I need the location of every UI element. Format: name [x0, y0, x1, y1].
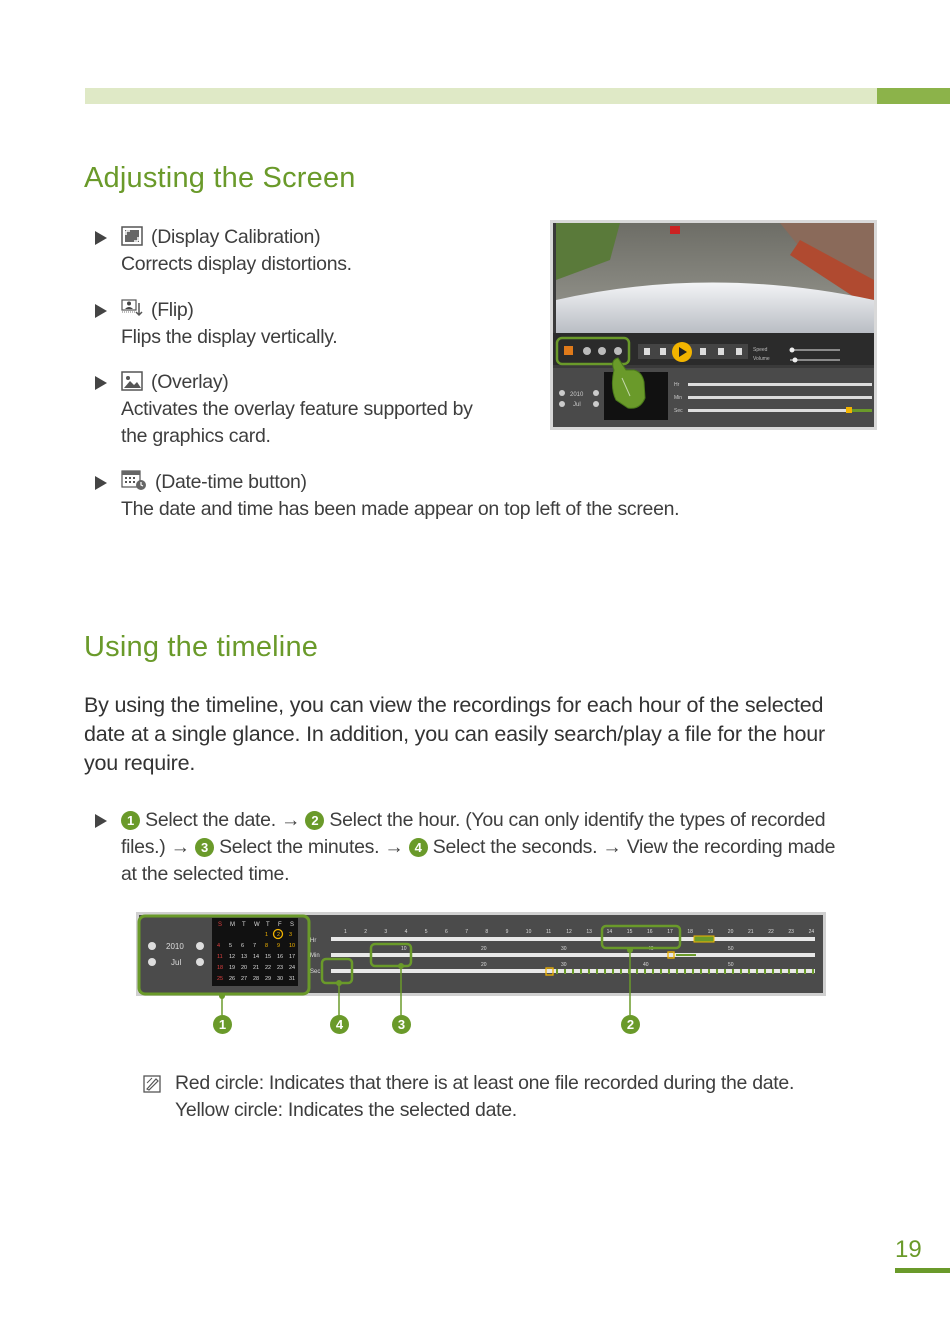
flip-icon [121, 299, 143, 319]
speed-label: Speed [753, 347, 768, 353]
svg-text:20: 20 [481, 946, 487, 952]
sec-tick [732, 969, 734, 974]
calendar-day[interactable]: 13 [241, 954, 248, 960]
svg-text:50: 50 [728, 946, 734, 952]
calendar-day[interactable]: 11 [217, 954, 223, 960]
calendar-day[interactable]: 23 [277, 965, 284, 971]
section-title-adjusting: Adjusting the Screen [84, 162, 356, 194]
sec-tick [564, 969, 566, 974]
calendar-day[interactable]: 5 [229, 943, 233, 949]
hour-label[interactable]: 14 [606, 929, 613, 935]
display-calibration-icon [121, 226, 143, 246]
calendar-weekday: S [218, 922, 223, 928]
step-2-text-cont: files.) [121, 836, 166, 858]
calendar-weekday: M [230, 922, 235, 928]
bullet-icon [95, 304, 107, 318]
timeline-intro-line-2: date at a single glance. In addition, you can easily search/play a file for the hour [84, 722, 825, 746]
calendar-day[interactable]: 19 [229, 965, 236, 971]
sec-tick [660, 969, 662, 974]
calendar-day[interactable]: 30 [277, 976, 284, 982]
callout-4: 4 [330, 1015, 349, 1034]
note-line-1: Red circle: Indicates that there is at least one file recorded during the date. [175, 1072, 795, 1094]
header-bar [85, 88, 877, 104]
screenshot-min-label: Min [674, 395, 683, 401]
svg-text:10: 10 [401, 946, 407, 952]
sec-tick [556, 969, 558, 974]
hour-label[interactable]: 5 [424, 929, 428, 935]
hour-label[interactable]: 3 [384, 929, 388, 935]
calendar-day[interactable]: 28 [253, 976, 260, 982]
sec-tick [604, 969, 606, 974]
sec-tick [772, 969, 774, 974]
sec-tick [764, 969, 766, 974]
overlay-desc-1: Activates the overlay feature supported by [121, 398, 473, 420]
sec-tick [652, 969, 654, 974]
hour-label[interactable]: 23 [788, 929, 794, 935]
svg-text:Hr: Hr [310, 938, 317, 944]
screenshot-month: Jul [573, 402, 581, 408]
svg-text:Min: Min [310, 953, 320, 959]
svg-text:20: 20 [481, 962, 487, 968]
timeline-intro-line-3: you require. [84, 751, 196, 775]
hour-label[interactable]: 11 [546, 929, 552, 935]
calendar-day[interactable]: 7 [253, 943, 257, 949]
calendar-day[interactable]: 27 [241, 976, 248, 982]
calendar-day[interactable]: 22 [265, 965, 272, 971]
list-item-display-calibration [95, 224, 352, 278]
svg-text:40: 40 [643, 962, 649, 968]
timeline-figure [136, 912, 826, 1037]
calendar-day[interactable]: 31 [289, 976, 296, 982]
timeline-month: Jul [171, 958, 182, 967]
hour-label[interactable]: 9 [505, 929, 509, 935]
list-item-flip [95, 297, 337, 351]
calendar-weekday: S [290, 922, 295, 928]
calendar-day[interactable]: 3 [289, 932, 293, 938]
hour-label[interactable]: 22 [768, 929, 774, 935]
bullet-icon [95, 476, 107, 490]
calendar-day[interactable]: 6 [241, 943, 245, 949]
calendar-day[interactable]: 15 [265, 954, 272, 960]
sec-tick [708, 969, 710, 974]
svg-text:30: 30 [561, 962, 567, 968]
sec-tick [636, 969, 638, 974]
calendar-day[interactable]: 9 [277, 943, 281, 949]
bullet-icon [95, 231, 107, 245]
calendar-day[interactable]: 25 [217, 976, 224, 982]
step-4-text: Select the seconds. [432, 836, 598, 858]
note-icon [143, 1074, 161, 1092]
display-calibration-label: (Display Calibration) [151, 226, 321, 248]
step-2-text: Select the hour. (You can only identify the types of recorded [329, 809, 826, 831]
hour-label[interactable]: 17 [667, 929, 673, 935]
sec-tick [716, 969, 718, 974]
sec-tick [596, 969, 598, 974]
hour-label[interactable]: 21 [748, 929, 754, 935]
note-line-2: Yellow circle: Indicates the selected date. [175, 1099, 517, 1121]
note [143, 1070, 794, 1124]
step-5-text-cont: at the selected time. [121, 863, 290, 885]
step-2-badge: 2 [305, 811, 324, 830]
list-item-date-time [95, 469, 679, 523]
callout-3: 3 [392, 1015, 411, 1034]
sec-tick [756, 969, 758, 974]
page-number-underline [895, 1268, 950, 1273]
sec-tick [748, 969, 750, 974]
hour-label[interactable]: 18 [687, 929, 693, 935]
overlay-label: (Overlay) [151, 371, 229, 393]
header-bar-accent [877, 88, 950, 104]
hour-label[interactable]: 20 [727, 929, 734, 935]
step-3-text: Select the minutes. [219, 836, 380, 858]
page-number: 19 [895, 1236, 922, 1263]
calendar-day[interactable]: 2 [277, 932, 281, 938]
calendar-day[interactable]: 14 [253, 954, 260, 960]
calendar-day[interactable]: 8 [265, 943, 269, 949]
calendar-day[interactable]: 17 [289, 954, 296, 960]
timeline-year: 2010 [166, 942, 184, 951]
player-screenshot [550, 220, 877, 430]
sec-tick [812, 969, 814, 974]
hour-label[interactable]: 24 [808, 929, 815, 935]
bullet-icon [95, 376, 107, 390]
calendar-day[interactable]: 4 [217, 943, 221, 949]
sec-tick [644, 969, 646, 974]
list-item-overlay [95, 369, 473, 450]
step-4-badge: 4 [409, 838, 428, 857]
date-time-desc: The date and time has been made appear on top left of the screen. [121, 498, 680, 520]
timeline-intro [84, 691, 884, 778]
calendar-weekday: T [242, 922, 246, 928]
sec-tick [580, 969, 582, 974]
svg-text:50: 50 [728, 962, 734, 968]
sec-tick [788, 969, 790, 974]
hour-label[interactable]: 2 [364, 929, 367, 935]
calendar-day[interactable]: 1 [265, 932, 269, 938]
calendar-day[interactable]: 21 [253, 965, 260, 971]
sec-tick [684, 969, 686, 974]
screenshot-year: 2010 [570, 392, 584, 398]
calendar-day[interactable]: 26 [229, 976, 236, 982]
date-time-icon [121, 469, 147, 489]
hour-label[interactable]: 1 [344, 929, 347, 935]
sec-tick [692, 969, 694, 974]
flip-label: (Flip) [151, 299, 194, 321]
sec-tick [676, 969, 678, 974]
calendar-weekday: T [266, 922, 270, 928]
calendar-day[interactable]: 10 [289, 943, 296, 949]
step-1-badge: 1 [121, 811, 140, 830]
bullet-icon [95, 814, 107, 828]
overlay-icon [121, 371, 143, 391]
sec-tick [796, 969, 798, 974]
hour-label[interactable]: 19 [707, 929, 714, 935]
sec-tick [620, 969, 622, 974]
list-item-steps: 1 Select the date. → 2 Select the hour. (You can only identify the types of recorded files.) → 3 Select the minutes. → 4 Select the seconds. → View the recording made at the selected time. [95, 807, 895, 888]
hour-label[interactable]: 8 [485, 929, 489, 935]
sec-tick [700, 969, 702, 974]
sec-tick [740, 969, 742, 974]
hour-label[interactable]: 6 [445, 929, 448, 935]
svg-text:30: 30 [561, 946, 567, 952]
screenshot-hr-label: Hr [674, 382, 680, 388]
sec-tick [780, 969, 782, 974]
sec-tick [612, 969, 614, 974]
overlay-desc-2: the graphics card. [121, 425, 271, 447]
calendar-day[interactable]: 18 [217, 965, 224, 971]
flip-desc: Flips the display vertically. [121, 326, 338, 348]
step-1-text: Select the date. [145, 809, 276, 831]
step-3-badge: 3 [195, 838, 214, 857]
hour-label[interactable]: 7 [465, 929, 468, 935]
hour-label[interactable]: 10 [525, 929, 532, 935]
calendar-day[interactable]: 20 [241, 965, 248, 971]
hour-label[interactable]: 15 [626, 929, 633, 935]
sec-tick [724, 969, 726, 974]
svg-text:40: 40 [648, 946, 654, 952]
date-time-label: (Date-time button) [155, 471, 307, 493]
calendar-day[interactable]: 12 [229, 954, 236, 960]
calendar-weekday: F [278, 922, 282, 928]
calendar-day[interactable]: 16 [277, 954, 284, 960]
timeline-intro-line-1: By using the timeline, you can view the recordings for each hour of the selected [84, 693, 824, 717]
hour-label[interactable]: 4 [404, 929, 408, 935]
svg-text:Sec: Sec [310, 969, 321, 975]
screenshot-sec-label: Sec [674, 408, 683, 414]
calendar-day[interactable]: 24 [289, 965, 296, 971]
section-title-timeline: Using the timeline [84, 631, 319, 663]
callout-2: 2 [621, 1015, 640, 1034]
callout-1: 1 [213, 1015, 232, 1034]
sec-tick [572, 969, 574, 974]
calendar-weekday: W [254, 922, 260, 928]
sec-tick [668, 969, 670, 974]
sec-tick [588, 969, 590, 974]
calendar-day[interactable]: 29 [265, 976, 272, 982]
display-calibration-desc: Corrects display distortions. [121, 253, 352, 275]
volume-label: Volume [753, 356, 770, 362]
hour-label[interactable]: 12 [566, 929, 572, 935]
hour-label[interactable]: 13 [586, 929, 592, 935]
step-5-text: View the recording made [626, 836, 836, 858]
sec-tick [804, 969, 806, 974]
hour-label[interactable]: 16 [647, 929, 653, 935]
